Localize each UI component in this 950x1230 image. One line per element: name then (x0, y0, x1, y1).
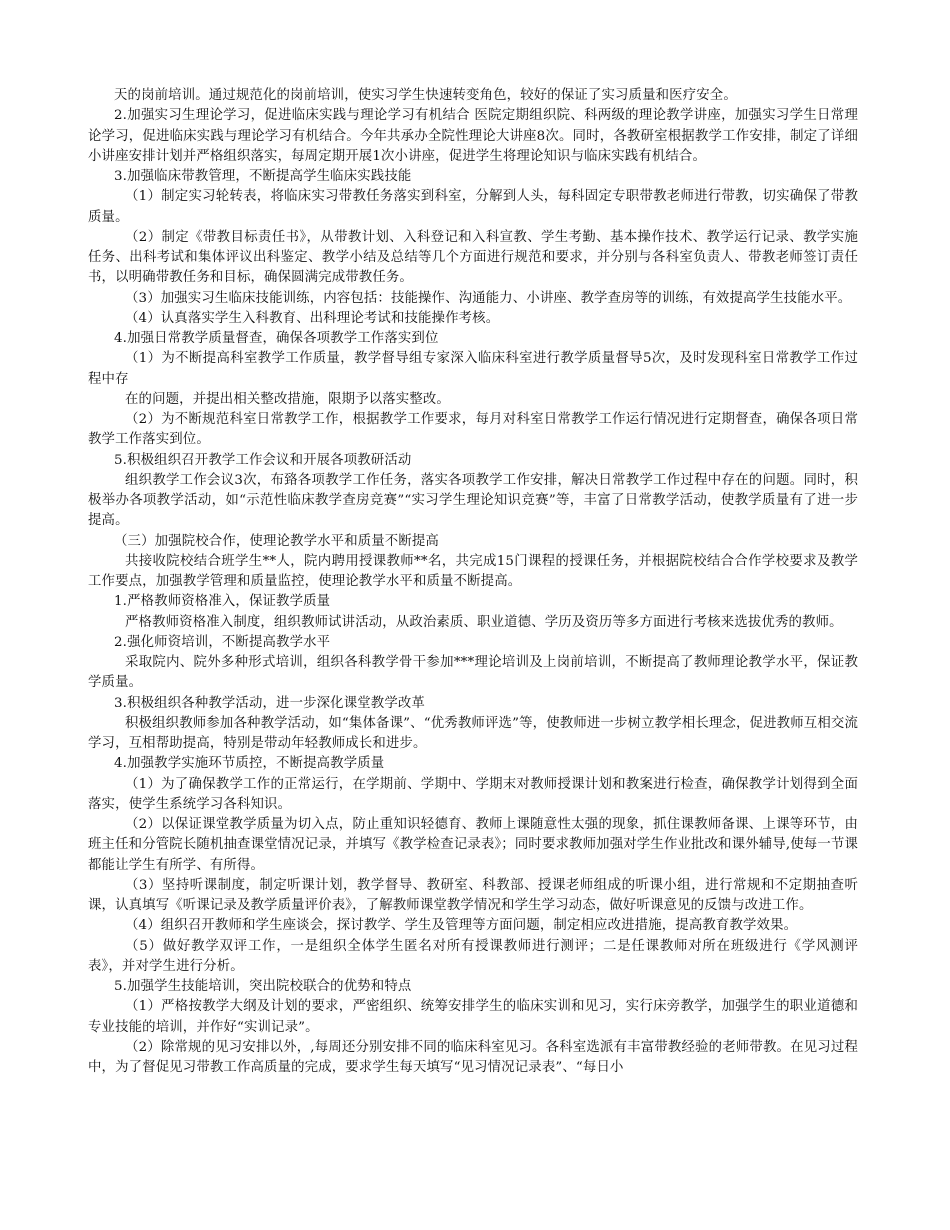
paragraph: （5）做好教学双评工作，一是组织全体学生匿名对所有授课教师进行测评；二是任课教师对所在班级进行《学风测评表》，并对学生进行分析。 (88, 938, 858, 974)
paragraph: 5.积极组织召开教学工作会议和开展各项教研活动 (114, 452, 412, 468)
paragraph: （2）为不断规范科室日常教学工作，根据教学工作要求，每月对科室日常教学工作运行情况进行定期督查，确保各项日常教学工作落实到位。 (88, 412, 858, 448)
paragraph: 3.加强临床带教管理，不断提高学生临床实践技能 (114, 169, 412, 184)
paragraph: （2）制定《带教目标责任书》，从带教计划、入科登记和入科宣教、学生考勤、基本操作技术、教学运行记录、教学实施任务、出科考试和集体评议出科鉴定、教学小结及总结等几个方面进行规范和要求，并分别与各科室负责人、带教老师签订责任书，以明确带教任务和目标，确保圆满完成带教任务。 (88, 229, 858, 286)
paragraph: 4.加强教学实施环节质控，不断提高教学质量 (114, 756, 385, 772)
paragraph: 严格教师资格准入制度，组织教师试讲活动，从政治素质、职业道德、学历及资历等多方面进行考核来选拔优秀的教师。 (125, 614, 843, 630)
paragraph: 1.严格教师资格准入，保证教学质量 (114, 594, 331, 610)
paragraph: （1）严格按教学大纲及计划的要求，严密组织、统筹安排学生的临床实训和见习，实行床旁教学，加强学生的职业道德和专业技能的培训，并作好“实训记录”。 (88, 999, 858, 1035)
paragraph: 天的岗前培训。通过规范化的岗前培训，使实习学生快速转变角色，较好的保证了实习质量和医疗安全。 (114, 88, 737, 103)
paragraph: 组织教学工作会议3次，布臵各项教学工作任务，落实各项教学工作安排，解决日常教学工作过程中存在的问题。同时，积极举办各项教学活动，如“示范性临床教学查房竞赛”“实习学生理论知识竞赛”等，丰富了日常教学活动，使教学质量有了进一步提高。 (88, 472, 858, 529)
paragraph: 在的问题，并提出相关整改措施，限期予以落实整改。 (125, 391, 450, 407)
paragraph: 采取院内、院外多种形式培训，组织各科教学骨干参加***理论培训及上岗前培训，不断提高了教师理论教学水平，保证教学质量。 (88, 655, 858, 691)
paragraph: 2.加强实习生理论学习，促进临床实践与理论学习有机结合 医院定期组织院、科两级的理论教学讲座，加强实习学生日常理论学习，促进临床实践与理论学习有机结合。今年共承办全院性理论大讲座8次。同时，各教研室根据教学工作安排，制定了详细小讲座安排计划并严格组织落实，每周定期开展1次小讲座，促进学生将理论知识与临床实践有机结合。 (88, 108, 858, 164)
paragraph: （1）为不断提高科室教学工作质量，教学督导组专家深入临床科室进行教学质量督导5次，及时发现科室日常教学工作过程中存 (88, 351, 858, 387)
paragraph: （2）除常规的见习安排以外，,每周还分别安排不同的临床科室见习。各科室选派有丰富带教经验的老师带教。在见习过程中，为了督促见习带教工作高质量的完成，要求学生每天填写“见习情况记录表”、“每日小 (88, 1039, 858, 1075)
document-body (88, 86, 858, 1078)
paragraph: 积极组织教师参加各种教学活动，如“集体备课”、“优秀教师评选”等，使教师进一步树立教学相长理念，促进教师互相交流学习，互相帮助提高，特别是带动年轻教师成长和进步。 (88, 715, 858, 751)
paragraph: （4）组织召开教师和学生座谈会，探讨教学、学生及管理等方面问题，制定相应改进措施，提高教育教学效果。 (125, 918, 798, 934)
paragraph: （三）加强院校合作，使理论教学水平和质量不断提高 (114, 533, 439, 549)
paragraph: （2）以保证课堂教学质量为切入点，防止重知识轻德育、教师上课随意性太强的现象，抓住课教师备课、上课等环节，由班主任和分管院长随机抽查课堂情况记录，并填写《教学检查记录表》；同时要求教师加强对学生作业批改和课外辅导,使每一节课都能让学生有所学、有所得。 (88, 817, 858, 873)
paragraph: （3）坚持听课制度，制定听课计划，教学督导、教研室、科教部、授课老师组成的听课小组，进行常规和不定期抽查听课，认真填写《听课记录及教学质量评价表》，了解教师课堂教学情况和学生学习动态，做好听课意见的反馈与改进工作。 (88, 877, 858, 913)
paragraph: （1）制定实习轮转表，将临床实习带教任务落实到科室，分解到人头，每科固定专职带教老师进行带教，切实确保了带教质量。 (88, 189, 858, 225)
paragraph: 2.强化师资培训，不断提高教学水平 (114, 634, 331, 650)
paragraph: 4.加强日常教学质量督查，确保各项教学工作落实到位 (114, 331, 439, 346)
paragraph: （4）认真落实学生入科教育、出科理论考试和技能操作考核。 (125, 310, 500, 326)
paragraph: 共接收院校结合班学生**人，院内聘用授课教师**名，共完成15门课程的授课任务，并根据院校结合合作学校要求及教学工作要点，加强教学管理和质量监控，使理论教学水平和质量不断提高。 (88, 553, 858, 589)
paragraph: （1）为了确保教学工作的正常运行，在学期前、学期中、学期末对教师授课计划和教案进行检查，确保教学计划得到全面落实，使学生系统学习各科知识。 (88, 776, 858, 812)
paragraph: （3）加强实习生临床技能训练，内容包括：技能操作、沟通能力、小讲座、教学查房等的训练，有效提高学生技能水平。 (125, 290, 852, 306)
paragraph: 3.积极组织各种教学活动，进一步深化课堂教学改革 (114, 695, 425, 711)
paragraph: 5.加强学生技能培训，突出院校联合的优势和特点 (114, 979, 412, 994)
